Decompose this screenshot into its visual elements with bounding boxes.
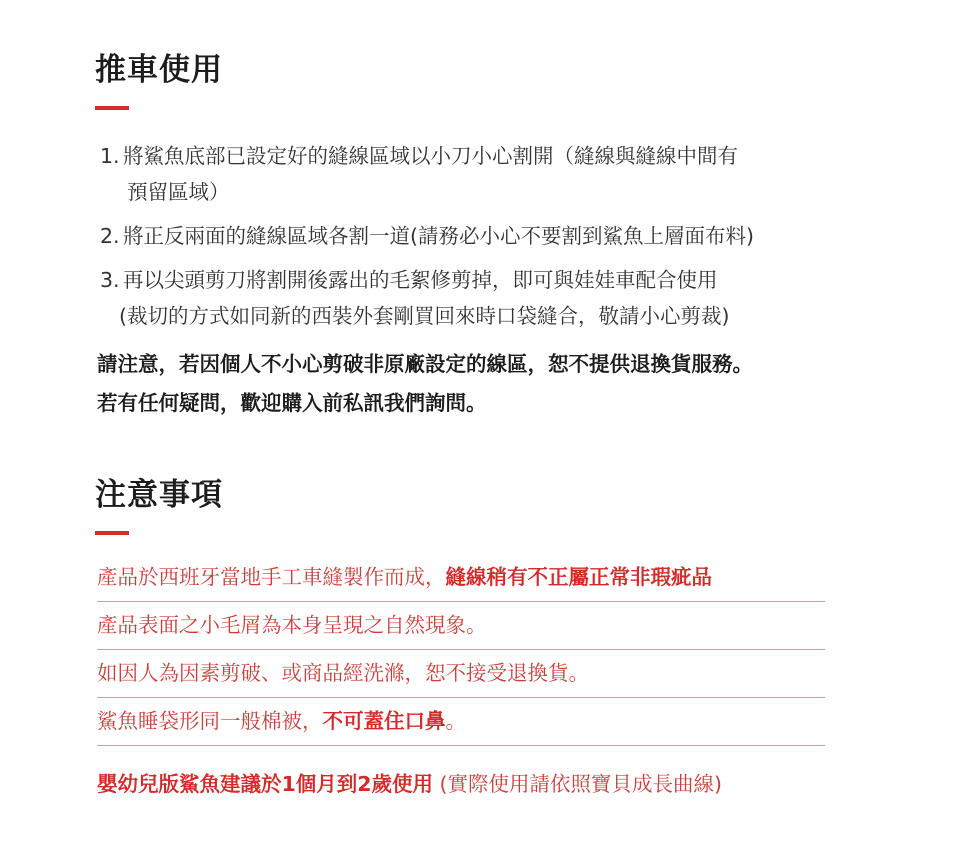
- note-row: [97, 698, 825, 746]
- note-row: [97, 602, 825, 650]
- step-number: 2.: [100, 224, 120, 248]
- note-suffix: 。: [445, 709, 466, 733]
- section-title-notes: 注意事項: [95, 477, 223, 513]
- title-accent-bar: [95, 106, 129, 110]
- step-number: 1.: [100, 144, 120, 168]
- section-title-stroller: 推車使用: [95, 52, 223, 88]
- notes-list: [97, 554, 825, 746]
- step-item: [100, 262, 900, 334]
- step-text-continued: (裁切的方式如同新的西裝外套剛買回來時口袋縫合，敬請小心剪裁): [119, 304, 730, 328]
- step-text-continued: 預留區域）: [127, 180, 230, 204]
- step-text: 再以尖頭剪刀將割開後露出的毛絮修剪掉，即可與娃娃車配合使用: [123, 268, 718, 292]
- note-text: 產品表面之小毛屑為本身呈現之自然現象。: [97, 613, 487, 637]
- note-text: 產品於西班牙當地手工車縫製作而成，: [97, 565, 446, 589]
- note-text: 鯊魚睡袋形同一般棉被，: [97, 709, 323, 733]
- step-number: 3.: [100, 268, 120, 292]
- note-row: [97, 554, 825, 602]
- note-highlight: 不可蓋住口鼻: [322, 709, 446, 733]
- step-text: 將正反兩面的縫線區域各割一道(請務必小心不要割到鯊魚上層面布料): [123, 224, 754, 248]
- step-text: 將鯊魚底部已設定好的縫線區域以小刀小心割開（縫線與縫線中間有: [123, 144, 738, 168]
- note-text: 如因人為因素剪破、或商品經洗滌，恕不接受退換貨。: [97, 661, 589, 685]
- warning-line: 請注意，若因個人不小心剪破非原廠設定的線區，恕不提供退換貨服務。: [97, 352, 753, 376]
- step-item: [100, 138, 900, 210]
- warning-notice: [97, 345, 753, 423]
- stroller-steps-list: [100, 138, 900, 334]
- note-highlight: 縫線稍有不正屬正常非瑕疵品: [445, 565, 712, 589]
- step-item: [100, 218, 900, 254]
- age-recommendation: [97, 766, 722, 802]
- age-recommendation-note: (實際使用請依照寶貝成長曲線): [433, 772, 723, 796]
- title-accent-bar: [95, 531, 129, 535]
- age-recommendation-bold: 嬰幼兒版鯊魚建議於1個月到2歲使用: [97, 772, 434, 796]
- note-row: [97, 650, 825, 698]
- warning-line: 若有任何疑問，歡迎購入前私訊我們詢問。: [97, 391, 487, 415]
